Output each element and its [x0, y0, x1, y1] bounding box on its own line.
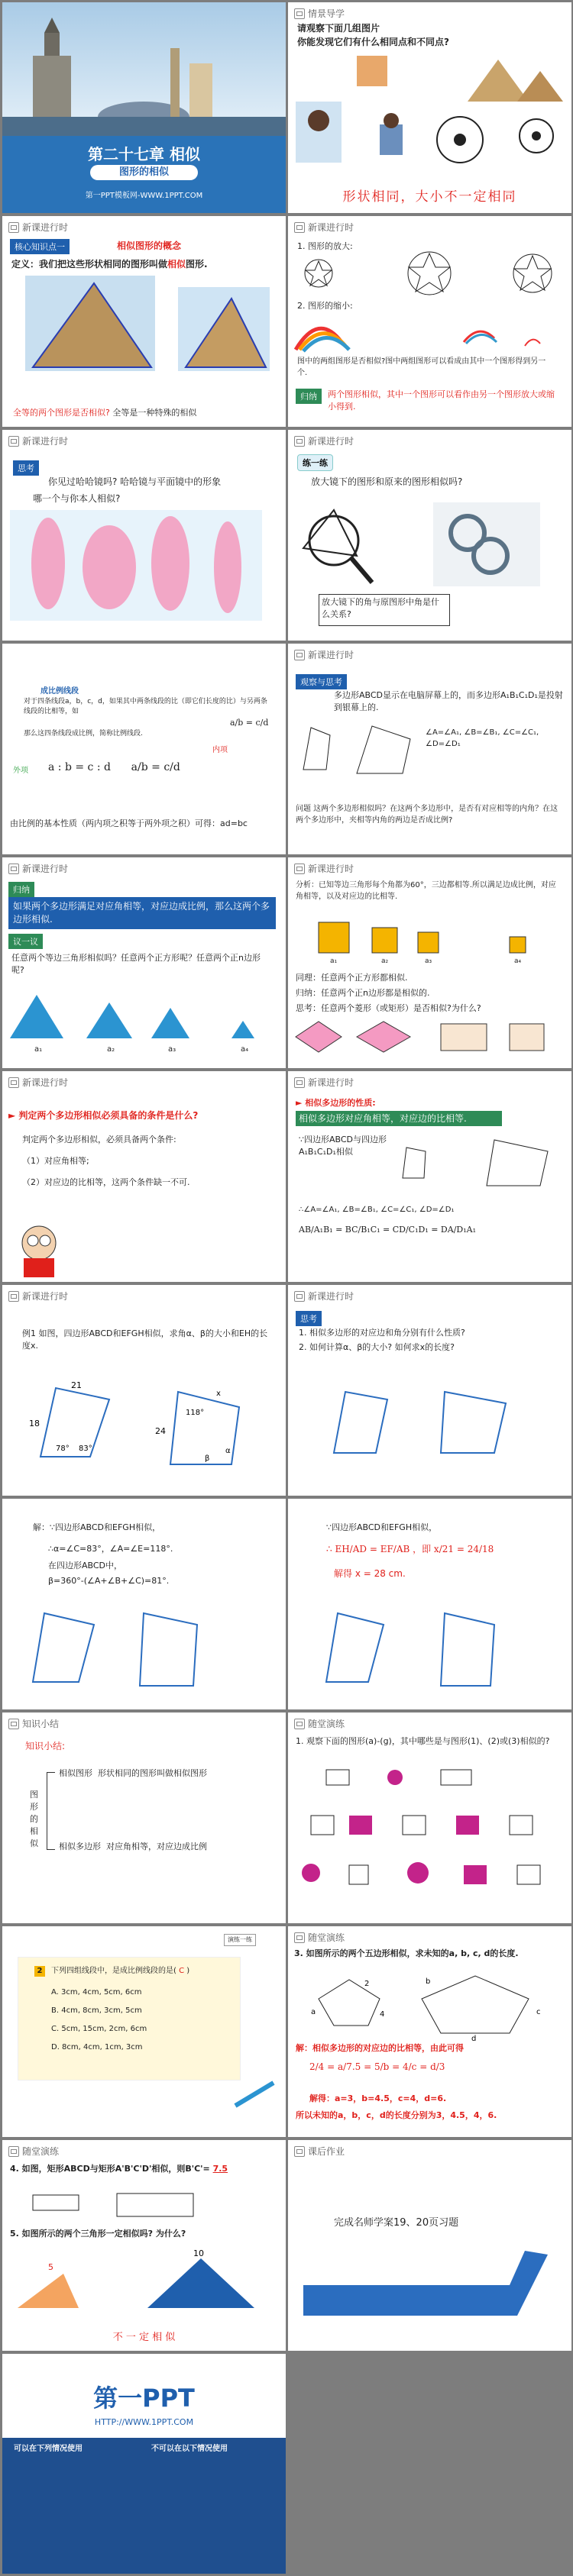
label-a3: a₃	[168, 1045, 176, 1054]
think-tag: 思考	[13, 460, 39, 476]
practice1-question: 1. 观察下面的图形(a)-(g)，其中哪些是与图形(1)、(2)或(3)相似的?	[296, 1736, 550, 1746]
slide-header: 新课进行时	[8, 1076, 68, 1089]
discuss-tag: 议一议	[8, 934, 43, 949]
practice5-answer: 不 一 定 相 似	[112, 2332, 176, 2343]
solution2-line2: ∴ EH/AD = EF/AB ，即 x/21 = 24/18	[326, 1544, 494, 1554]
svg-text:2: 2	[364, 1980, 370, 1988]
slide-subtitle: 图形的相似	[118, 166, 169, 178]
slide-footer: 第一PPT模板网-WWW.1PPT.COM	[85, 192, 203, 200]
square-conclusion: 同理：任意两个正方形都相似.	[296, 973, 408, 983]
example-text: 例1 如图，四边形ABCD和EFGH相似，求角α、β的大小和EH的长度x.	[22, 1328, 268, 1351]
svg-text:18: 18	[29, 1419, 40, 1428]
property-ratios: AB/A₁B₁ = BC/B₁C₁ = CD/C₁D₁ = DA/D₁A₁	[299, 1225, 476, 1235]
slide-header: 新课进行时	[294, 1290, 354, 1303]
svg-text:78°: 78°	[56, 1445, 70, 1453]
scene-line1: 请观察下面几组图片	[297, 23, 380, 34]
pen-icon	[231, 2079, 277, 2110]
solution2-line1: ∵四边形ABCD和EFGH相似，	[326, 1522, 438, 1532]
property-tag: ► 相似多边形的性质:	[296, 1098, 376, 1108]
header-icon	[294, 436, 305, 447]
inner-label: 内项	[212, 746, 228, 754]
rhombus-question: 思考：任意两个菱形（或矩形）是否相似?为什么?	[296, 1003, 481, 1013]
credits-band	[2, 2438, 286, 2574]
property-given: ∵四边形ABCD与四边形A₁B₁C₁D₁相似	[299, 1135, 387, 1157]
practice3-question: 3. 如图所示的两个五边形相似，求未知的a, b, c, d的长度.	[294, 1948, 519, 1958]
header-icon	[8, 222, 19, 233]
sq-label-a4: a₄	[514, 957, 522, 965]
knowledge-tag: 核心知识点一	[10, 239, 70, 254]
header-icon	[294, 864, 305, 874]
header-icon	[294, 1719, 305, 1729]
credits-col1: 可以在下列情况使用	[14, 2445, 83, 2453]
svg-text:118°: 118°	[186, 1409, 205, 1417]
solution-line2: ∴α=∠C=83°，∠A=∠E=118°.	[48, 1544, 173, 1554]
header-icon	[294, 1077, 305, 1088]
slide-header: 随堂演练	[294, 1931, 345, 1944]
header-icon	[8, 864, 19, 874]
sq-label-a1: a₁	[330, 957, 338, 965]
slide-mirror[interactable]	[2, 430, 286, 641]
slide-regular-polygon[interactable]	[2, 857, 286, 1068]
property-text: 相似多边形对应角相等，对应边的比相等.	[299, 1113, 467, 1124]
slide-properties[interactable]	[288, 1071, 571, 1282]
summary-b: 相似多边形 对应角相等，对应边成比例	[59, 1842, 207, 1851]
practice4-question: 4. 如图，矩形ABCD与矩形A'B'C'D'相似，则B'C'= 7.5	[10, 2164, 228, 2174]
slide-scale[interactable]	[288, 216, 571, 427]
slide-header: 新课进行时	[8, 1290, 68, 1303]
congruent-question: 全等的两个图形是否相似? 全等是一种特殊的相似	[13, 408, 197, 418]
triangle-figures	[2, 2247, 286, 2316]
pentagon-figures	[288, 1972, 571, 2041]
practice1-figures	[288, 1766, 571, 1911]
slide-header: 新课进行时	[294, 648, 354, 661]
sq-label-a3: a₃	[425, 957, 432, 965]
summary-tag: 归纳	[8, 882, 34, 897]
solution-figures	[2, 1590, 286, 1697]
summary-brace	[47, 1772, 55, 1850]
condition-1: （1）对应角相等;	[22, 1156, 89, 1166]
svg-text:a: a	[311, 2008, 316, 2016]
header-icon	[294, 1291, 305, 1302]
funhouse-mirror-image	[2, 510, 286, 625]
practice3-answer2: 所以未知的a，b，c，d的长度分别为3，4.5，4，6.	[296, 2110, 497, 2120]
slide-similar-def[interactable]	[2, 216, 286, 427]
solution-line4: β=360°-(∠A+∠B+∠C)=81°.	[48, 1576, 170, 1586]
label-a2: a₂	[107, 1045, 115, 1054]
credits-col2: 不可以在以下情况使用	[151, 2445, 228, 2453]
property-angles: ∴∠A=∠A₁, ∠B=∠B₁, ∠C=∠C₁, ∠D=∠D₁	[299, 1206, 455, 1214]
slide-title-text: 第二十七章 相似	[88, 145, 200, 163]
slide-think[interactable]	[288, 1285, 571, 1496]
observe-text: 多边形ABCD显示在电脑屏幕上的，而多边形A₁B₁C₁D₁是投射到银幕上的.	[334, 690, 563, 712]
summary-root: 图形的相似	[30, 1790, 38, 1848]
knowledge-title: 相似图形的概念	[117, 240, 182, 251]
slide-solution-1[interactable]	[2, 1499, 286, 1709]
svg-text:10: 10	[193, 2248, 204, 2258]
magnifier-question: 放大镜下的图形和原来的图形相似吗?	[311, 476, 463, 487]
slide-analysis[interactable]	[288, 857, 571, 1068]
rectangle-figures	[2, 2187, 286, 2226]
mirror-question: 你见过哈哈镜吗? 哈哈镜与平面镜中的形象	[48, 476, 222, 487]
arrow-graphic	[288, 2239, 571, 2323]
solution-line3: 在四边形ABCD中，	[48, 1561, 123, 1570]
outer-label: 外项	[13, 767, 28, 775]
slide-header: 新课进行时	[294, 434, 354, 447]
summary-title: 知识小结:	[25, 1741, 66, 1751]
homework-text: 完成名师学案19、20页习题	[334, 2217, 459, 2229]
header-icon	[294, 1932, 305, 1943]
conditions-intro: 判定两个多边形相似，必须具备两个条件:	[22, 1135, 176, 1144]
slide-header: 新课进行时	[8, 434, 68, 447]
header-icon	[8, 2146, 19, 2157]
proportion-property: 由比例的基本性质（两内项之积等于两外项之积）可得：ad=bc	[10, 818, 248, 828]
practice2-question: 下列四组线段中，是成比例线段的是( C )	[51, 1967, 190, 1975]
option-c: C. 5cm, 15cm, 2cm, 6cm	[51, 2025, 147, 2033]
svg-text:5: 5	[48, 2262, 53, 2272]
slide-magnifier[interactable]	[288, 430, 571, 641]
slide-header: 知识小结	[8, 1717, 59, 1730]
proportion-text: 对于四条线段a，b，c，d，如果其中两条线段的比（即它们长度的比）与另两条线段的比相等，如	[24, 698, 267, 716]
credits-url: HTTP://WWW.1PPT.COM	[94, 2417, 194, 2427]
slide-title[interactable]	[2, 2, 286, 213]
solution-line1: 解：∵四边形ABCD和EFGH相似，	[33, 1522, 161, 1532]
practice3-solution: 解：相似多边形的对应边的比相等，由此可得	[296, 2043, 464, 2053]
slide-header: 新课进行时	[294, 221, 354, 234]
think-figures	[288, 1361, 571, 1468]
scene-line2: 你能发现它们有什么相同点和不同点?	[297, 37, 449, 47]
header-icon	[294, 8, 305, 19]
slide-header: 新课进行时	[8, 862, 68, 875]
slide-conditions[interactable]	[2, 1071, 286, 1282]
logo-figures	[288, 312, 571, 357]
think-q2: 2. 如何计算α、β的大小? 如何求x的长度?	[299, 1342, 455, 1352]
question-badge: 2	[34, 1966, 45, 1977]
sq-label-a2: a₂	[381, 957, 389, 965]
example-figures	[2, 1365, 286, 1472]
mirror-question-2: 哪一个与你本人相似?	[33, 493, 121, 504]
shrink-label: 2. 图形的缩小:	[297, 301, 353, 311]
property-figures	[395, 1132, 563, 1193]
summary-text: 如果两个多边形满足对应角相等，对应边成比例，那么这两个多边形相似.	[13, 901, 270, 925]
empty-cell	[288, 2354, 571, 2574]
conditions-question: ► 判定两个多边形相似必须具备的条件是什么?	[8, 1110, 199, 1121]
enlarge-label: 1. 图形的放大:	[297, 241, 353, 251]
observe-question: 问题 这两个多边形相似吗？在这两个多边形中，是否有对应相等的内角？在这两个多边形中，夹相等内角的两边是否成比例?	[296, 805, 558, 825]
think-tag: 思考	[296, 1311, 322, 1326]
landmarks-illustration	[2, 2, 286, 136]
pyramid-images	[2, 276, 286, 375]
slide-solution-2[interactable]	[288, 1499, 571, 1709]
proportion-text-2: 那么这四条线段成比例，简称比例线段.	[24, 730, 143, 738]
professor-cartoon	[8, 1216, 70, 1277]
shrink-description: 图中的两组图形是否相似?图中两组图形可以看成由其中一个图形得到另一个.	[297, 357, 546, 377]
slide-example[interactable]	[2, 1285, 286, 1496]
practice2-tag: 演练一练	[224, 1934, 256, 1946]
slide-proportion[interactable]	[2, 644, 286, 854]
svg-text:d: d	[471, 2035, 477, 2043]
slide-credits[interactable]	[2, 2354, 286, 2574]
triangle-row	[2, 989, 286, 1042]
square-row	[288, 918, 571, 957]
header-icon	[8, 1077, 19, 1088]
svg-text:b: b	[426, 1977, 431, 1986]
condition-2: （2）对应边的比相等，这两个条件缺一不可.	[22, 1177, 190, 1187]
scene-answer: 形状相同，大小不一定相同	[342, 189, 517, 205]
svg-text:83°: 83°	[79, 1445, 92, 1453]
option-a: A. 3cm, 4cm, 5cm, 6cm	[51, 1988, 142, 1997]
think-q1: 1. 相似多边形的对应边和角分别有什么性质?	[299, 1328, 465, 1338]
slide-header: 随堂演练	[8, 2145, 59, 2158]
slide-header: 情景导学	[294, 7, 345, 20]
proportion-title: 成比例线段	[40, 687, 79, 696]
discuss-question: 任意两个等边三角形相似吗？任意两个正方形呢？任意两个正n边形呢?	[11, 953, 261, 975]
slide-header: 课后作业	[294, 2145, 345, 2158]
star-figures	[288, 250, 571, 296]
proportion-fraction: a/b = c/d	[230, 718, 269, 728]
svg-text:α: α	[225, 1447, 231, 1455]
angle-equalities: ∠A=∠A₁, ∠B=∠B₁, ∠C=∠C₁, ∠D=∠D₁	[426, 728, 539, 748]
header-icon	[8, 1291, 19, 1302]
svg-text:β: β	[205, 1454, 210, 1463]
angle-question: 放大镜下的角与原图形中角是什么关系?	[322, 597, 439, 619]
slide-header: 新课进行时	[8, 221, 68, 234]
slide-practice-3[interactable]	[288, 1926, 571, 2137]
practice-tag: 练一练	[297, 454, 333, 471]
slide-practice-4[interactable]	[2, 2140, 286, 2351]
slide-header: 新课进行时	[294, 1076, 354, 1089]
svg-text:4: 4	[380, 2010, 385, 2019]
solution2-line3: 解得 x = 28 cm.	[334, 1568, 406, 1579]
slide-header: 新课进行时	[294, 862, 354, 875]
slide-summary[interactable]	[2, 1712, 286, 1923]
svg-text:x: x	[216, 1390, 221, 1398]
summary-a: 相似图形 形状相同的图形叫做相似图形	[59, 1768, 207, 1778]
slide-practice-2[interactable]	[2, 1926, 286, 2137]
header-icon	[294, 650, 305, 660]
analysis-text: 分析：已知等边三角形每个角都为60°，三边都相等.所以满足边成比例，对应角相等，以及对应边的比相等.	[296, 881, 556, 901]
solution2-figures	[288, 1590, 571, 1697]
slide-practice-1[interactable]	[288, 1712, 571, 1923]
svg-text:c: c	[536, 2008, 541, 2016]
observe-tag: 观察与思考	[296, 674, 347, 689]
slide-header: 随堂演练	[294, 1717, 345, 1730]
definition-text: 定义：我们把这些形状相同的图形叫做相似图形.	[11, 259, 208, 270]
rhombus-rect-figures	[288, 1018, 571, 1064]
svg-text:21: 21	[71, 1380, 82, 1390]
credits-logo: 第一PPT	[93, 2384, 195, 2413]
practice3-equations: 2/4 = a/7.5 = 5/b = 4/c = d/3	[309, 2061, 445, 2072]
header-icon	[294, 222, 305, 233]
practice5-question: 5. 如图所示的两个三角形一定相似吗? 为什么?	[10, 2229, 186, 2239]
proportion-formula: a : b = c : d a/b = c/d	[48, 761, 180, 773]
summary-text: 两个图形相似，其中一个图形可以看作由另一个图形放大或缩小得到.	[328, 389, 555, 412]
practice3-answer: 解得：a=3，b=4.5，c=4，d=6.	[309, 2093, 447, 2103]
option-b: B. 4cm, 8cm, 3cm, 5cm	[51, 2006, 142, 2015]
option-d: D. 8cm, 4cm, 1cm, 3cm	[51, 2043, 143, 2051]
magnifier-images	[288, 495, 571, 594]
summary-tag: 归纳	[296, 389, 322, 404]
scene-images	[288, 56, 571, 208]
svg-text:24: 24	[155, 1426, 166, 1436]
header-icon	[8, 1719, 19, 1729]
slide-homework[interactable]	[288, 2140, 571, 2351]
label-a4: a₄	[241, 1045, 249, 1054]
header-icon	[294, 2146, 305, 2157]
polygon-conclusion: 归纳：任意两个正n边形都是相似的.	[296, 988, 430, 998]
slide-observe[interactable]	[288, 644, 571, 854]
slide-scene[interactable]	[288, 2, 571, 213]
header-icon	[8, 436, 19, 447]
label-a1: a₁	[34, 1045, 43, 1054]
